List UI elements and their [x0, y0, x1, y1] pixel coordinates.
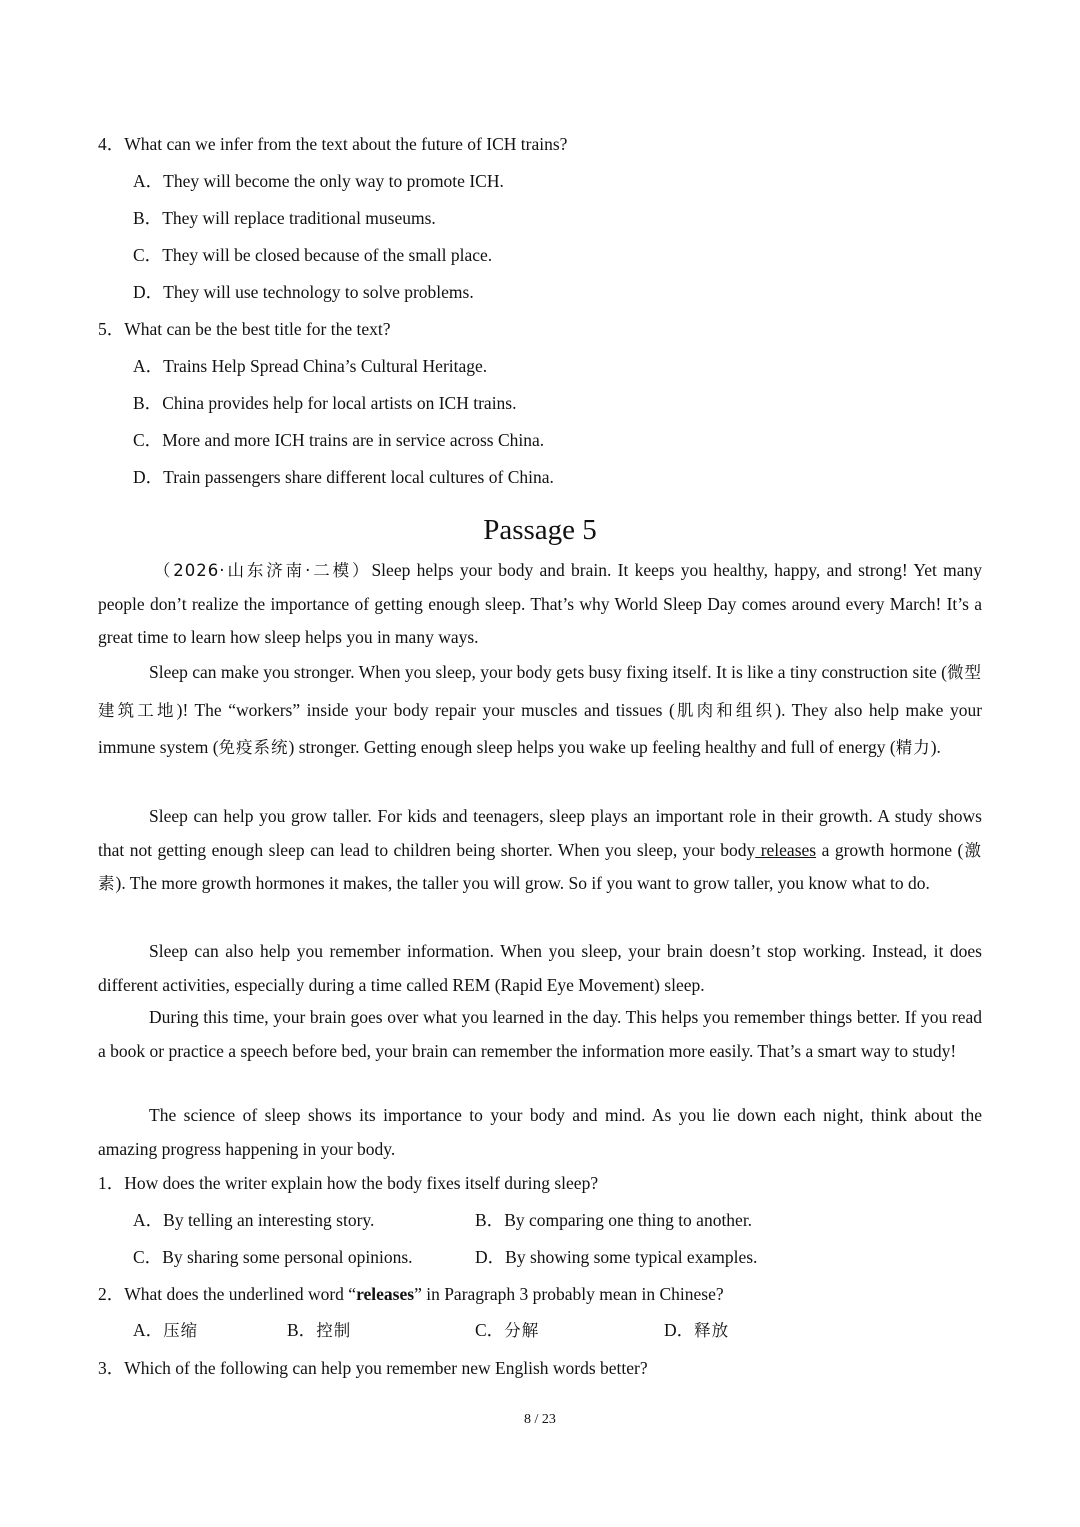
question-1-option-d[interactable]: D．By showing some typical examples.	[475, 1247, 758, 1267]
page-number: 8 / 23	[524, 1412, 556, 1427]
paragraph-3: Sleep can help you grow taller. For kids and teenagers, sleep plays an important role in their growth. A study shows that not getting enough sleep can lead to children being shorter. When you sleep, your body releases a growth hormone (激素). The more growth hormones it makes, the taller you will grow. So if you want to grow taller, you know what to do.	[98, 806, 982, 893]
question-2-option-d[interactable]: D．释放	[664, 1320, 730, 1340]
passage-source: （2026·山东济南·二模）	[152, 561, 372, 580]
question-2-option-b[interactable]: B．控制	[287, 1320, 352, 1340]
paragraph-5: During this time, your brain goes over what you learned in the day. This helps you remember things better. If you read a book or practice a speech before bed, your brain can remember the information more easily. That’s a smart way to study!	[98, 1007, 982, 1061]
question-5-option-d[interactable]: D．Train passengers share different local cultures of China.	[133, 467, 554, 487]
paragraph-6: The science of sleep shows its importance to your body and mind. As you lie down each night, think about the amazing progress happening in your body.	[98, 1105, 982, 1159]
question-5-option-b[interactable]: B．China provides help for local artists on ICH trains.	[133, 393, 517, 413]
passage-title: Passage 5	[483, 514, 597, 546]
question-4-option-d[interactable]: D．They will use technology to solve problems.	[133, 282, 474, 302]
question-5-stem: 5．What can be the best title for the text?	[98, 319, 391, 339]
question-4-stem: 4．What can we infer from the text about the future of ICH trains?	[98, 134, 568, 154]
question-4-option-b[interactable]: B．They will replace traditional museums.	[133, 208, 436, 228]
question-3-stem: 3．Which of the following can help you remember new English words better?	[98, 1358, 648, 1378]
question-1-option-b[interactable]: B．By comparing one thing to another.	[475, 1210, 753, 1230]
paragraph-1: （2026·山东济南·二模）Sleep helps your body and brain. It keeps you healthy, happy, and strong! Yet many people don’t realize the importance of getting enough sleep. That’s why World Sleep Day comes around every March! It’s a great time to learn how sleep helps you in many ways.	[98, 560, 983, 647]
paragraph-4: Sleep can also help you remember information. When you sleep, your brain doesn’t stop working. Instead, it does different activities, especially during a time called REM (Rapid Eye Movement) sleep.	[98, 941, 982, 995]
paragraph-2: Sleep can make you stronger. When you sleep, your body gets busy fixing itself. It is like a tiny construction site (微型建筑工地)! The “workers” inside your body repair your muscles and tissues (肌肉和组织). They also help make your immune system (免疫系统) stronger. Getting enough sleep helps you wake up feeling healthy and full of energy (精力).	[98, 662, 983, 757]
question-2-option-c[interactable]: C．分解	[475, 1320, 540, 1340]
question-5-option-a[interactable]: A．Trains Help Spread China’s Cultural Heritage.	[133, 356, 488, 376]
question-1-option-c[interactable]: C．By sharing some personal opinions.	[133, 1247, 413, 1267]
question-4-option-a[interactable]: A．They will become the only way to promote ICH.	[133, 171, 504, 191]
underlined-word: releases	[755, 839, 817, 860]
question-2-option-a[interactable]: A．压缩	[133, 1320, 199, 1340]
question-1-stem: 1．How does the writer explain how the body fixes itself during sleep?	[98, 1173, 599, 1193]
question-5-option-c[interactable]: C．More and more ICH trains are in service across China.	[133, 430, 545, 450]
question-2-stem: 2．What does the underlined word “releases” in Paragraph 3 probably mean in Chinese?	[98, 1284, 724, 1304]
question-4-option-c[interactable]: C．They will be closed because of the small place.	[133, 245, 493, 265]
question-1-option-a[interactable]: A．By telling an interesting story.	[133, 1210, 375, 1230]
